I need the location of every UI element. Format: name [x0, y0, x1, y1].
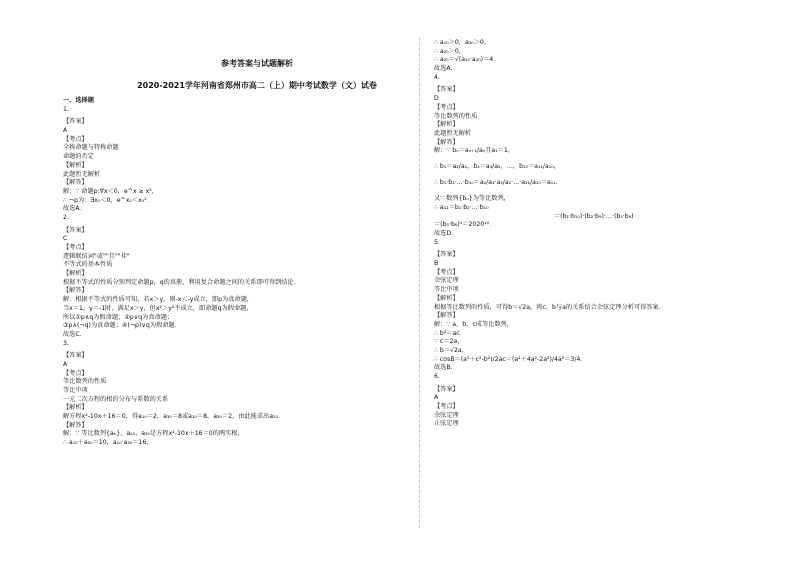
text-line: 5.	[434, 238, 440, 246]
text-line: 故选A．	[63, 205, 86, 213]
text-line: 所以①p∧q为假命题；②p∨q为真命题；	[63, 313, 174, 321]
text-line: 等比数列的性质	[434, 112, 478, 120]
text-line: 解：∵ a，b，c成等比数列，	[434, 320, 513, 328]
text-line: 等比中项	[434, 286, 459, 294]
text-line: 【解析】	[63, 404, 88, 412]
text-line: ∴ ¬p为：∃x₀＜0，e^x₀＜x₀²．	[63, 196, 153, 204]
text-line: 【解析】	[434, 294, 459, 302]
text-line: 余弦定理	[434, 277, 459, 285]
formula-line: ＝(b₁·b₁₀)·(b₂·b₉)·…·(b₅·b₆)	[554, 212, 634, 220]
formula-line: 解：∵ bₙ＝aₙ₊₁/aₙ且a₁＝1，	[434, 147, 514, 155]
text-line: 正弦定理	[434, 420, 459, 428]
text-line: 【答案】	[434, 251, 459, 259]
text-line: ∴ a₂₀＞0，	[434, 47, 465, 55]
text-line: ∴ a₁₁＝b₁·b₂·…·b₁₀	[434, 203, 489, 211]
formula-line: ∴ b₁＝a₂/a₁，b₂＝a₃/a₂，…，b₁₀＝a₁₁/a₁₀，	[434, 163, 560, 171]
text-line: 【答案】	[63, 118, 88, 126]
text-line: 【考点】	[434, 103, 459, 111]
text-line: 全称命题与特称命题	[63, 144, 119, 152]
text-line: 【解答】	[434, 312, 459, 320]
text-line: B	[434, 260, 439, 268]
text-line: 【答案】	[434, 385, 459, 393]
text-line: 【考点】	[63, 135, 88, 143]
column-divider	[419, 38, 420, 528]
text-line: A	[434, 394, 439, 402]
right-text-block-a	[434, 39, 754, 147]
text-line: 【考点】	[434, 268, 459, 276]
text-line: ＝(b₅·b₆)⁵＝2020¹⁰．	[434, 221, 496, 229]
text-line: 解：∵ 命题p:∀x＜0，e^x ≥ x²，	[63, 187, 158, 195]
section-heading: 一、选择题	[63, 97, 94, 104]
text-line: 【解答】	[63, 287, 88, 295]
text-line: 1.	[63, 105, 69, 113]
text-line: 故选A．	[434, 65, 457, 73]
text-line: A	[63, 360, 68, 368]
text-line: 【答案】	[434, 86, 459, 94]
exam-title: 2020-2021学年河南省郑州市高二（上）期中考试数学（文）试卷	[137, 81, 377, 90]
text-line: 6.	[434, 373, 440, 380]
text-line: 一元二次方程的根的分布与系数的关系	[63, 395, 169, 403]
text-line: 逻辑联结词"或""且""非"	[63, 252, 130, 260]
text-line: 【解答】	[63, 421, 88, 429]
text-line: 【解析】	[434, 121, 459, 129]
text-line: 解方程x²-10x＋16＝0，得a₁₀＝2，a₃₀＝8或a₁₀＝8，a₃₀＝2，由此能求出a₂₀．	[63, 413, 285, 421]
text-line: 3.	[63, 339, 69, 347]
right-text-block-b	[434, 195, 754, 212]
text-line: 【答案】	[63, 352, 88, 360]
text-line: 根据等比数列的性质，可得b＝√2a，将c、b与a的关系结合余弦定理分析可得答案．	[434, 303, 665, 311]
text-line: 此题暂无解析	[63, 170, 101, 178]
text-line: 【答案】	[63, 226, 88, 234]
page-title: 参考答案与试题解析	[221, 59, 293, 68]
text-line: ∴ a₁₀＞0，a₃₀＞0，	[434, 39, 491, 46]
text-line: 当x＝1，y＝-1时，满足x＞y，但x²＞y²不成立，即命题q为假命题，	[63, 304, 253, 312]
text-line: 又∵ 数列{bₙ}为等比数列，	[434, 195, 510, 203]
text-line: D	[434, 95, 439, 103]
text-line: 不等式的基本性质	[63, 261, 113, 269]
text-line: ∴ b＝√2a，	[434, 346, 468, 354]
text-line: ∴ cosB＝(a²＋c²-b²)/2ac＝(a²＋4a²-2a²)/4a²＝3/4．	[434, 355, 587, 363]
text-line: 根据不等式的性质分别判定命题p，q的真册，利用复合命题之间的关系即可得到结论．	[63, 278, 300, 286]
text-line: ∴ b²＝ac．	[434, 329, 466, 337]
text-line: 等比数列的性质	[63, 378, 107, 386]
text-line: 余弦定理	[434, 411, 459, 419]
text-line: 故选D．	[434, 230, 458, 237]
text-line: 【考点】	[434, 403, 459, 411]
text-line: 【考点】	[63, 369, 88, 377]
text-line: ∴ a₂₀＝√(a₁₀·a₃₀)＝4．	[434, 56, 500, 64]
text-line: 【解答】	[63, 179, 88, 187]
text-line: 2.	[63, 213, 69, 221]
left-text-block	[63, 106, 403, 448]
left-column	[63, 97, 403, 448]
text-line: 命题的否定	[63, 153, 94, 161]
text-line: 故选C．	[63, 330, 86, 338]
text-line: ∴ a₁₀＋a₃₀＝10，a₁₀·a₃₀＝16，	[63, 439, 153, 447]
text-line: 【解答】	[434, 138, 459, 146]
text-line: 解：根据不等式的性质可知，若x＞y，则-x＜-y成立，即p为真命题，	[63, 296, 253, 304]
text-line: 【考点】	[63, 244, 88, 251]
text-line: C	[63, 235, 68, 243]
text-line: 故选B．	[434, 364, 457, 372]
text-line: 【解析】	[63, 161, 88, 169]
text-line: 【解析】	[63, 270, 88, 278]
formula-line: ∴ b₁·b₂·…·b₁₀＝a₂/a₁·a₃/a₂·…·a₁₁/a₁₀＝a₁₁．	[434, 179, 562, 187]
text-line: A	[63, 127, 68, 135]
text-line: 解：∵ 等比数列{aₙ}，a₁₀，a₃₀是方程x²-10x＋16＝0的两实根，	[63, 430, 244, 438]
text-line: 此题暂无解析	[434, 129, 472, 137]
text-line: ∵ c＝2a，	[434, 338, 464, 346]
right-text-block-c	[434, 221, 754, 429]
text-line: 等比中项	[63, 387, 88, 394]
text-line: 4.	[434, 73, 440, 81]
right-column	[434, 39, 754, 429]
text-line: ③p∧(¬q)为真命题；④(¬p)∨q为假命题．	[63, 322, 181, 330]
